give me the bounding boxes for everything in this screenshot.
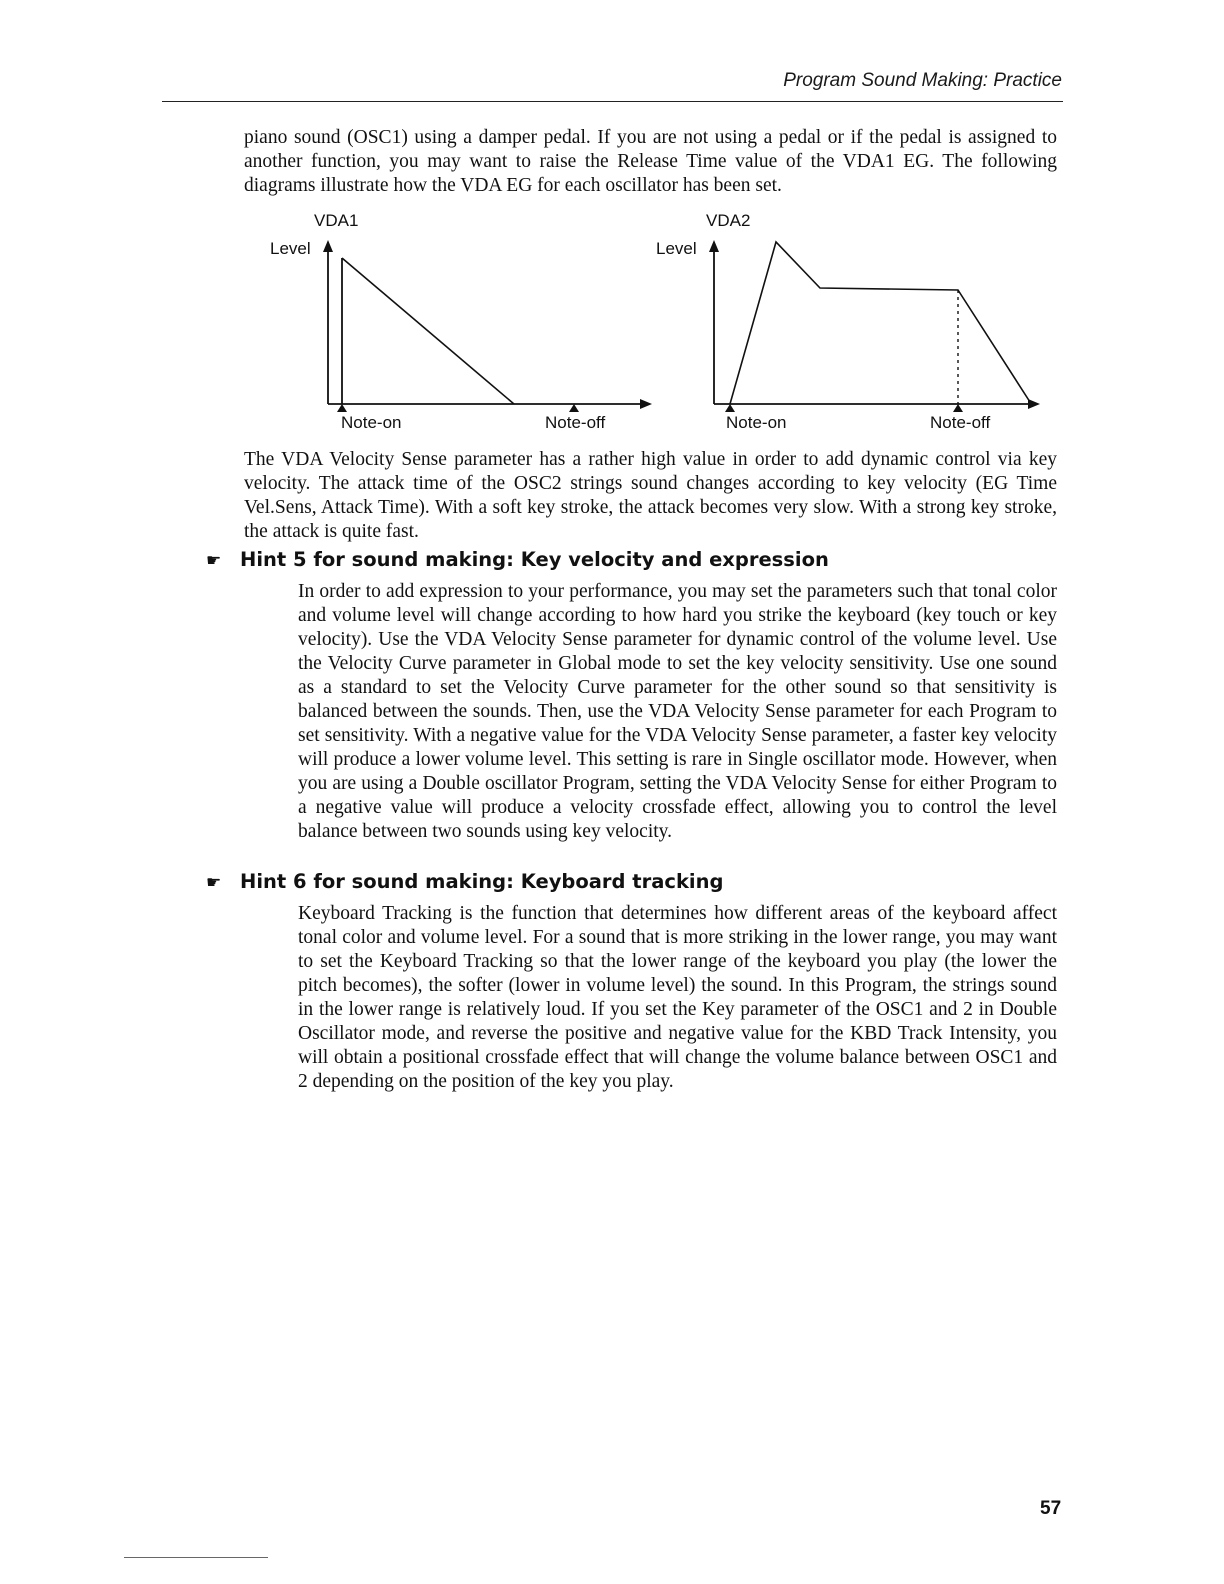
vda1-note-off-label: Note-off bbox=[545, 413, 606, 432]
pointing-hand-icon: ☛ bbox=[206, 873, 222, 893]
vda1-x-axis-arrow bbox=[640, 399, 652, 409]
footer-line bbox=[124, 1557, 268, 1558]
vda1-y-axis-arrow bbox=[323, 240, 333, 252]
page-number: 57 bbox=[1040, 1498, 1062, 1519]
vda1-level-label: Level bbox=[270, 239, 311, 258]
vda2-y-axis-arrow bbox=[709, 240, 719, 252]
vda1-note-on-marker bbox=[337, 404, 347, 412]
intro-paragraph: piano sound (OSC1) using a damper pedal. If you are not using a pedal or if the pedal is assigned to another function, you may want to raise the Release Time value of the VDA1 EG. The following diagrams illustrate how the VDA EG for each oscillator has been set. bbox=[244, 127, 1057, 196]
vda1-note-off-marker bbox=[569, 404, 579, 412]
vda1-note-on-label: Note-on bbox=[341, 413, 402, 432]
hint-5-heading-text: Hint 5 for sound making: Key velocity and expression bbox=[240, 548, 829, 571]
vda2-note-off-marker bbox=[953, 404, 963, 412]
hint-6-heading-text: Hint 6 for sound making: Keyboard tracking bbox=[240, 870, 724, 893]
hint-6-body: Keyboard Tracking is the function that determines how different areas of the keyboard affect tonal color and volume level. For a sound that is more striking in the lower range, you may want to set the Keyboard Tracking so that the lower range of the keyboard you play (the lower the pitch becomes), the softer (lower in volume level) the sound. In this Program, the strings sound in the lower range is relatively loud. If you set the Key parameter of the OSC1 and 2 in Double Oscillator mode, and reverse the positive and negative value for the KBD Track Intensity, you will obtain a positional crossfade effect that will change the volume balance between OSC1 and 2 depending on the position of the key you play. bbox=[298, 903, 1057, 1092]
vda2-level-label: Level bbox=[656, 239, 697, 258]
header-rule bbox=[162, 101, 1063, 102]
vda-velocity-paragraph: The VDA Velocity Sense parameter has a rather high value in order to add dynamic control via key velocity. The attack time of the OSC2 strings sound changes according to key velocity (EG Time Vel.Sens, Attack Time). With a soft key stroke, the attack becomes very slow. With a strong key stroke, the attack is quite fast. bbox=[244, 449, 1057, 542]
vda2-envelope-line bbox=[730, 242, 1030, 404]
hint-5-body: In order to add expression to your performance, you may set the parameters such that tonal color and volume level will change according to how hard you strike the keyboard (key touch or key velocity). Use the VDA Velocity Sense parameter for dynamic control of the volume level. Use the Velocity Curve parameter in Global mode to set the key velocity sensitivity. Use one sound as a standard to set the Velocity Curve parameter for the other sound so that sensitivity is balanced between the sounds. Then, use the VDA Velocity Sense parameter for each Program to set sensitivity. With a negative value for the VDA Velocity Sense parameter, a faster key velocity will produce a lower volume level. This setting is rare in Single oscillator mode. However, when you are using a Double oscillator Program, setting the VDA Velocity Sense for either Program to a negative value will produce a velocity crossfade effect, allowing you to control the level balance between two sounds using key velocity. bbox=[298, 581, 1057, 842]
vda2-diagram bbox=[656, 211, 1040, 432]
vda2-note-on-label: Note-on bbox=[726, 413, 787, 432]
vda2-title: VDA2 bbox=[706, 211, 751, 230]
pointing-hand-icon: ☛ bbox=[206, 551, 222, 571]
vda1-decay-line bbox=[342, 258, 514, 404]
vda1-diagram bbox=[270, 211, 652, 432]
vda2-note-on-marker bbox=[725, 404, 735, 412]
hint-6-heading bbox=[206, 870, 723, 893]
vda2-note-off-label: Note-off bbox=[930, 413, 991, 432]
page-header-title: Program Sound Making: Practice bbox=[783, 70, 1062, 91]
vda-eg-diagrams bbox=[0, 200, 1224, 440]
vda1-title: VDA1 bbox=[314, 211, 359, 230]
hint-5-heading bbox=[206, 548, 829, 571]
